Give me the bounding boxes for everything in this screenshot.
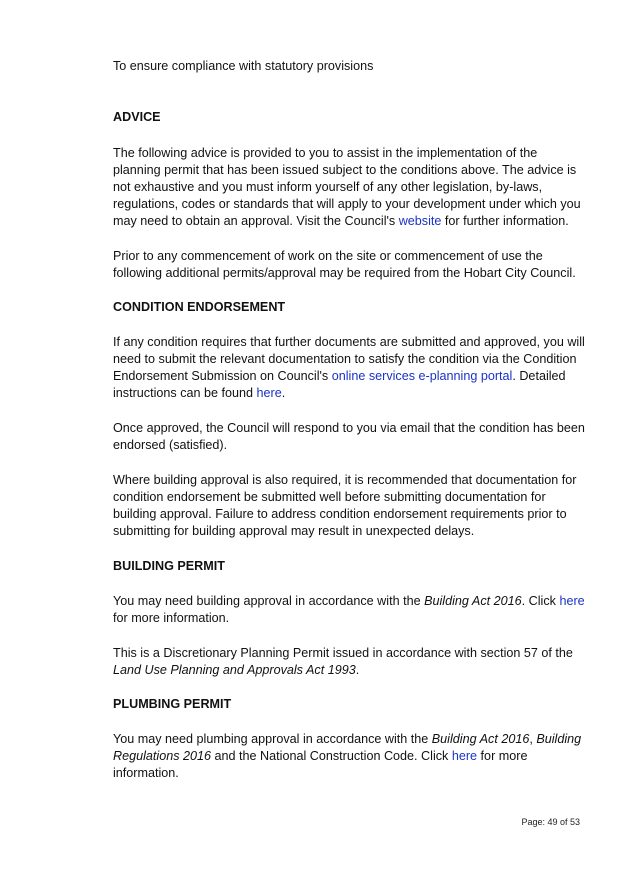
building-paragraph-1: You may need building approval in accordance with the Building Act 2016. Click here for more information. xyxy=(113,594,585,625)
condition-paragraph-3: Where building approval is also required, it is recommended that documentation for condition endorsement be submitted well before submitting documentation for building approval. Failure to address condition endorsement requirements prior to submitting for building approval may result in unexpected delays. xyxy=(113,473,577,538)
plumbing-here-link[interactable]: here xyxy=(451,749,478,763)
advice-paragraph-1: The following advice is provided to you to assist in the implementation of the planning permit that has been issued subject to the conditions above. The advice is not exhaustive and you must inform yourself of any other legislation, by-laws, regulations, codes or standards that will apply to your development under which you may need to obtain an approval. Visit the Council's website for further information. xyxy=(113,146,581,228)
website-link[interactable]: website xyxy=(398,214,442,228)
building-here-link[interactable]: here xyxy=(559,594,585,608)
condition-paragraph-2: Once approved, the Council will respond to you via email that the condition has been endorsed (satisfied). xyxy=(113,421,585,452)
plumbing-paragraph-1: You may need plumbing approval in accordance with the Building Act 2016, Building Regulations 2016 and the National Construction Code. Click here for more information. xyxy=(113,732,582,780)
advice-paragraph-2: Prior to any commencement of work on the site or commencement of use the following additional permits/approval may be required from the Hobart City Council. xyxy=(113,249,576,280)
page-number: Page: 49 of 53 xyxy=(521,817,580,827)
condition-paragraph-1: If any condition requires that further documents are submitted and approved, you will need to submit the relevant documentation to satisfy the condition via the Condition Endorsement Submission on Council's online services e-planning portal. Detailed instructions can be found here. xyxy=(113,335,585,400)
building-paragraph-2: This is a Discretionary Planning Permit issued in accordance with section 57 of the Land Use Planning and Approvals Act 1993. xyxy=(113,646,573,677)
e-planning-portal-link[interactable]: online services e-planning portal xyxy=(331,369,513,383)
condition-endorsement-heading: CONDITION ENDORSEMENT xyxy=(113,300,286,314)
advice-heading: ADVICE xyxy=(113,110,161,124)
instructions-here-link[interactable]: here xyxy=(256,386,282,400)
plumbing-permit-heading: PLUMBING PERMIT xyxy=(113,697,232,711)
building-permit-heading: BUILDING PERMIT xyxy=(113,559,225,573)
intro-text: To ensure compliance with statutory provisions xyxy=(113,59,374,73)
